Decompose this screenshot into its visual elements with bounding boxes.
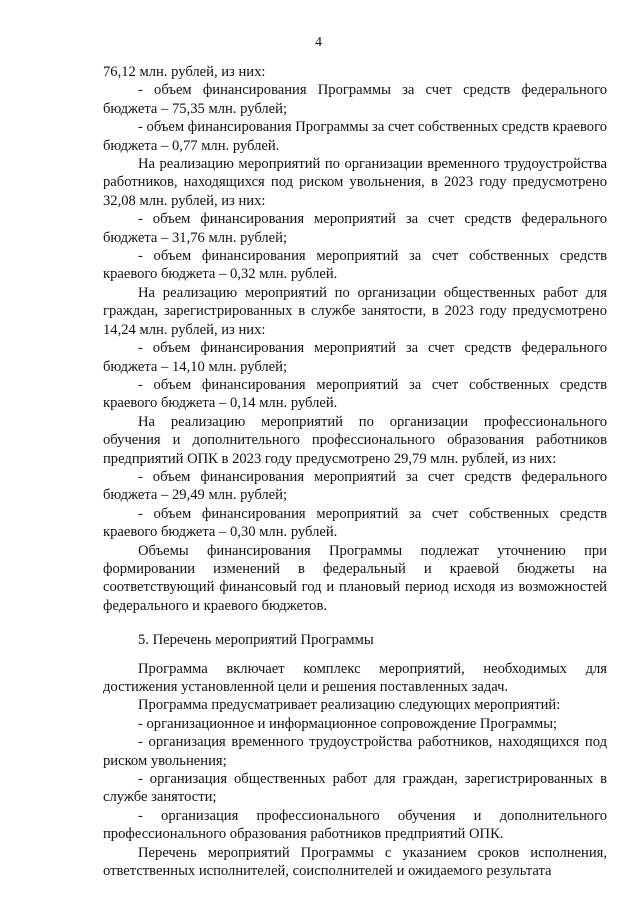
list-item: - объем финансирования мероприятий за счет собственных средств краевого бюджета – 0,30 млн. рублей. [103, 505, 607, 541]
list-item: - объем финансирования мероприятий за счет средств федерального бюджета – 14,10 млн. рублей; [103, 340, 607, 375]
list-item: - организация временного трудоустройства работников, находящихся под риском увольнения; [103, 734, 607, 769]
list-item: - объем финансирования Программы за счет средств федерального бюджета – 75,35 млн. рублей; [103, 82, 607, 117]
list-item: - объем финансирования мероприятий за счет средств федерального бюджета – 31,76 млн. рублей; [103, 211, 607, 246]
paragraph: На реализацию мероприятий по организации общественных работ для граждан, зарегистрированных в службе занятости, в 2023 году предусмотрено 14,24 млн. рублей, из них: [103, 284, 607, 338]
list-item: - объем финансирования мероприятий за счет средств федерального бюджета – 29,49 млн. рублей; [103, 468, 607, 504]
list-item: - организационное и информационное сопровождение Программы; [138, 715, 558, 732]
list-item: - объем финансирования мероприятий за счет собственных средств краевого бюджета – 0,14 млн. рублей. [103, 376, 607, 412]
list-item: - организация общественных работ для граждан, зарегистрированных в службе занятости; [103, 771, 607, 806]
list-item: - объем финансирования мероприятий за счет собственных средств краевого бюджета – 0,32 млн. рублей. [103, 248, 607, 283]
paragraph: Объемы финансирования Программы подлежат уточнению при формировании изменений в федеральный и краевой бюджеты на соответствующий финансовый год и плановый период исходя из возможностей федерального и краевого бюджетов. [103, 542, 607, 614]
page-number: 4 [315, 35, 322, 50]
section-heading: 5. Перечень мероприятий Программы [138, 632, 374, 649]
paragraph: Программа включает комплекс мероприятий, необходимых для достижения установленной цели и решения поставленных задач. [103, 660, 607, 695]
list-item: - организация профессионального обучения и дополнительного профессионального образования работников предприятий ОПК. [103, 807, 607, 843]
paragraph: 76,12 млн. рублей, из них: [103, 64, 266, 80]
paragraph: На реализацию мероприятий по организации профессионального обучения и дополнительного профессионального образования работников предприятий ОПК в 2023 году предусмотрено 29,79 млн. рублей, из них: [103, 413, 607, 467]
list-item: - объем финансирования Программы за счет собственных средств краевого бюджета – 0,77 млн. рублей. [103, 119, 607, 154]
paragraph: Программа предусматривает реализацию следующих мероприятий: [138, 697, 561, 714]
paragraph: На реализацию мероприятий по организации временного трудоустройства работников, находящихся под риском увольнения, в 2023 году предусмотрено 32,08 млн. рублей, из них: [103, 156, 607, 209]
body-text [103, 63, 607, 880]
paragraph: Перечень мероприятий Программы с указанием сроков исполнения, ответственных исполнителей, соисполнителей и ожидаемого результата [103, 844, 607, 880]
